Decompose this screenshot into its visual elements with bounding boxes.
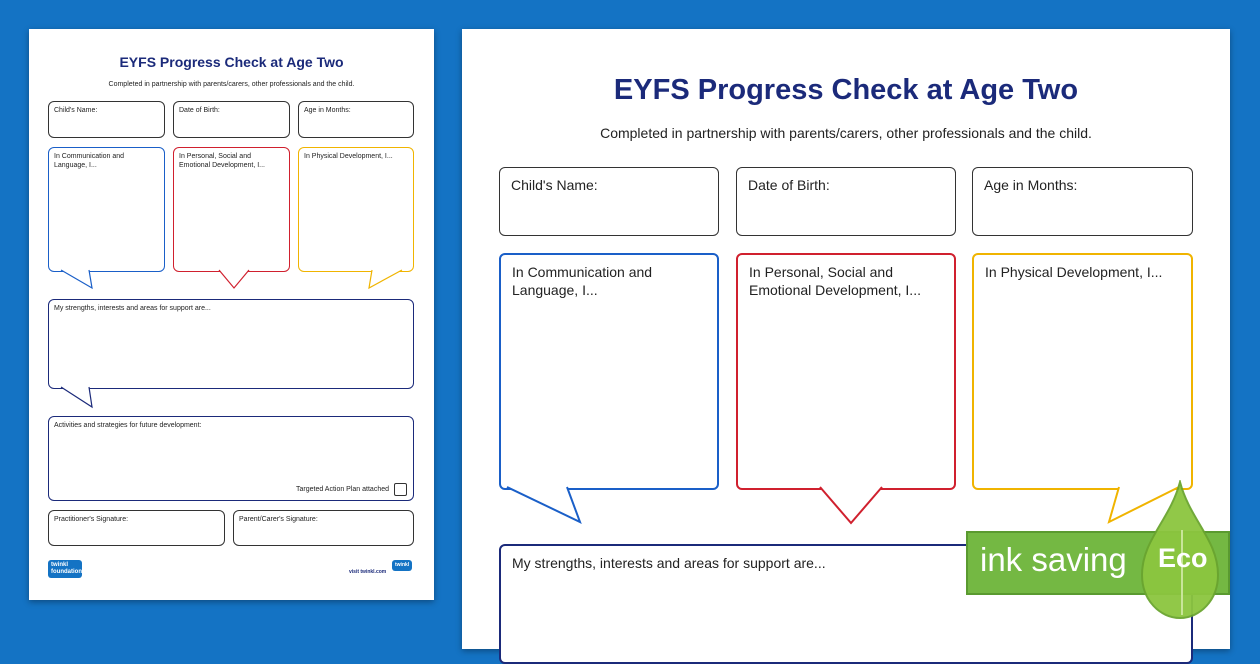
personal-social-bubble-tail-large: [816, 487, 888, 527]
physical-development-bubble: In Physical Development, I...: [298, 147, 414, 272]
communication-bubble-tail-large: [507, 487, 587, 527]
age-in-months-field-large: Age in Months:: [972, 167, 1193, 236]
twinkl-logo: twinkl foundations: [48, 560, 82, 578]
child-name-field: Child's Name:: [48, 101, 165, 138]
targeted-action-label: Targeted Action Plan attached: [295, 486, 389, 493]
communication-bubble: In Communication and Language, I...: [48, 147, 165, 272]
page-preview-small: [29, 29, 434, 600]
date-of-birth-field-large: Date of Birth:: [736, 167, 956, 236]
physical-development-bubble-large: In Physical Development, I...: [972, 253, 1193, 490]
strengths-bubble-tail: [59, 387, 99, 409]
personal-social-bubble: In Personal, Social and Emotional Development, I...: [173, 147, 290, 272]
date-of-birth-field: Date of Birth:: [173, 101, 290, 138]
ink-saving-text: ink saving: [980, 541, 1127, 578]
personal-social-bubble-tail: [216, 270, 252, 290]
age-in-months-field: Age in Months:: [298, 101, 414, 138]
physical-development-bubble-tail: [366, 270, 406, 290]
communication-bubble-large: In Communication and Language, I...: [499, 253, 719, 490]
page-subtitle-large: Completed in partnership with parents/carers, other professionals and the child.: [600, 125, 1092, 141]
targeted-action-checkbox[interactable]: [394, 483, 407, 496]
parent-signature-field: Parent/Carer's Signature:: [233, 510, 414, 546]
strengths-bubble: My strengths, interests and areas for support are...: [48, 299, 414, 389]
page-title-large: EYFS Progress Check at Age Two: [613, 74, 1079, 106]
child-name-field-large: Child's Name:: [499, 167, 719, 236]
practitioner-signature-field: Practitioner's Signature:: [48, 510, 225, 546]
footer-url: visit twinkl.com: [349, 569, 387, 575]
personal-social-bubble-large: In Personal, Social and Emotional Development, I...: [736, 253, 956, 490]
strengths-bubble-large: My strengths, interests and areas for support are...: [499, 544, 1193, 664]
communication-bubble-tail: [59, 270, 99, 290]
eco-badge-label: Eco: [1158, 543, 1208, 573]
page-title: EYFS Progress Check at Age Two: [119, 54, 344, 70]
page-subtitle: Completed in partnership with parents/carers, other professionals and the child.: [108, 81, 355, 88]
activities-box: Activities and strategies for future development: Targeted Action Plan attached: [48, 416, 414, 501]
twinkl-logo-right: twinkl: [392, 560, 412, 571]
